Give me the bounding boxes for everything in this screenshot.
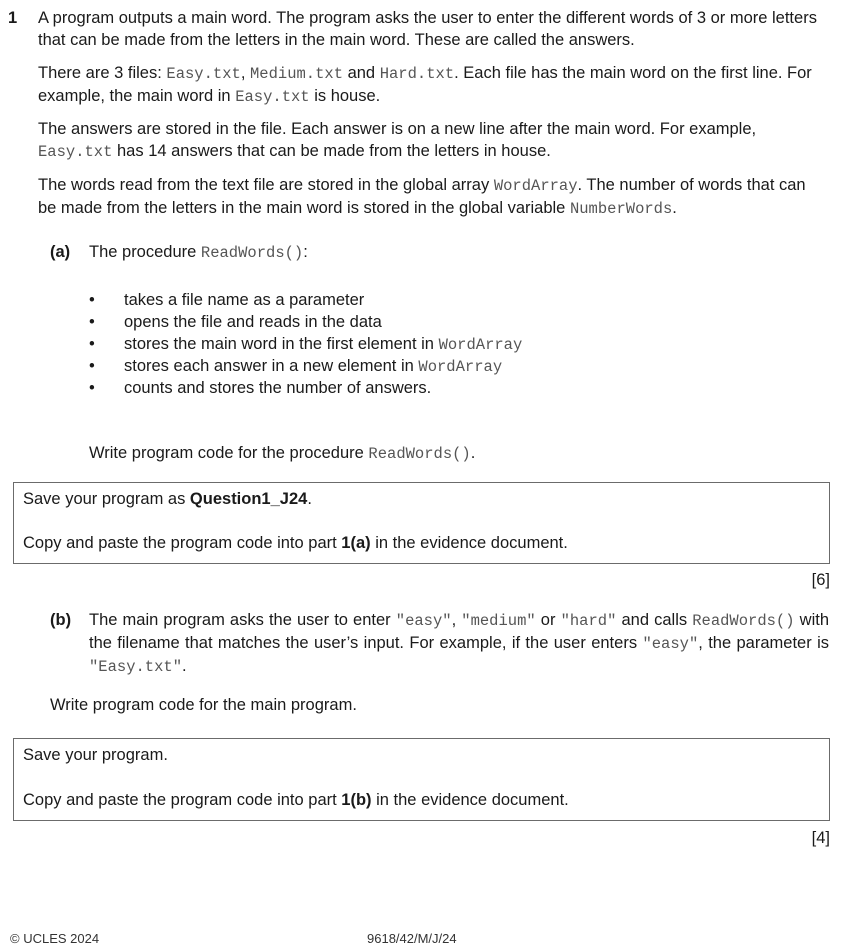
copy-instruction: Copy and paste the program code into part 1(a) in the evidence document. [23,534,568,552]
filename-hard: Hard.txt [379,65,455,83]
variable-wordarray: WordArray [493,177,578,195]
intro-paragraph-2: There are 3 files: Easy.txt, Medium.txt and Hard.txt. Each file has the main word on the first line. For example, the main word in Easy.txt is house. [38,64,812,106]
intro-paragraph-3: The answers are stored in the file. Each answer is on a new line after the main word. For example, Easy.txt has 14 answers that can be made from the letters in house. [38,120,757,161]
list-item: • stores each answer in a new element in WordArray [89,355,522,377]
part-b-label: (b) [50,611,72,629]
intro-paragraph-1: A program outputs a main word. The program asks the user to enter the different words of 3 or more letters that can be made from the letters in the main word. These are called the answers. [38,9,817,49]
list-item: • counts and stores the number of answers. [89,377,522,399]
part-a-label: (a) [50,243,71,261]
filename-easy: Easy.txt [38,143,113,161]
part-a-bullet-list [89,289,522,399]
intro-paragraph-4: The words read from the text file are stored in the global array WordArray. The number of words that can be made from the letters in the main word is stored in the global variable NumberWords. [38,176,806,218]
question-number: 1 [8,9,18,27]
part-b-marks: [4] [811,829,830,847]
footer-copyright: © UCLES 2024 [10,931,100,946]
save-instruction: Save your program. [23,746,168,764]
variable-numberwords: NumberWords [569,200,673,218]
list-item: • opens the file and reads in the data [89,311,522,333]
part-b-instruction-box [13,738,830,821]
save-instruction: Save your program as Question1_J24. [23,490,312,508]
part-a-instruction-box [13,482,830,564]
part-a-lead: The procedure ReadWords(): [89,243,308,262]
part-a-instruction: Write program code for the procedure ReadWords(). [89,444,476,463]
footer-paper-code: 9618/42/M/J/24 [367,931,457,946]
copy-instruction: Copy and paste the program code into part 1(b) in the evidence document. [23,791,569,809]
program-name: Question1_J24 [189,490,308,508]
filename-medium: Medium.txt [249,65,343,83]
filename-easy: Easy.txt [166,65,241,83]
filename-easy: Easy.txt [235,88,310,106]
list-item: • stores the main word in the first element in WordArray [89,333,522,355]
part-b-description: The main program asks the user to enter "easy", "medium" or "hard" and calls ReadWords() with the filename that matches the user’s input. For example, if the user enters "easy", the parameter is "Easy.txt". [89,611,829,676]
part-b-instruction: Write program code for the main program. [50,696,357,714]
procedure-name: ReadWords() [200,244,304,262]
part-a-marks: [6] [811,571,830,589]
list-item: • takes a file name as a parameter [89,289,522,311]
